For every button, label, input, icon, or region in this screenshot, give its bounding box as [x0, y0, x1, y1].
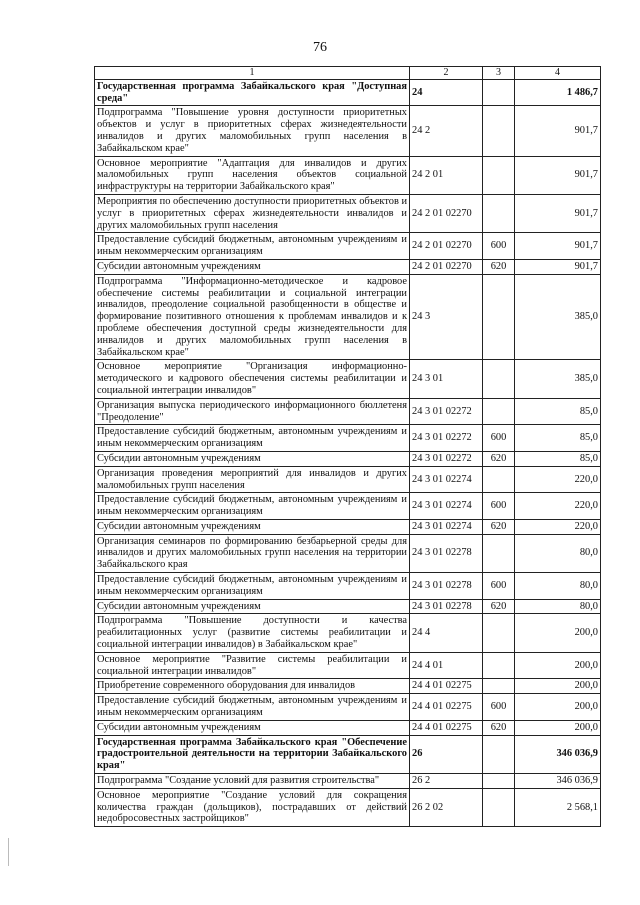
row-code: 24 3 01 02272: [410, 398, 483, 425]
row-name: Предоставление субсидий бюджетным, автономным учреждениям и иным некоммерческим организациям: [95, 493, 410, 520]
row-amount: 200,0: [515, 679, 601, 694]
row-amount: 220,0: [515, 493, 601, 520]
row-expense-type: [483, 735, 515, 773]
table-row: [95, 774, 601, 789]
row-code: 24: [410, 79, 483, 106]
table-row: [95, 534, 601, 572]
row-name: Организация семинаров по формированию безбарьерной среды для инвалидов и других маломобильных групп населения на территории Забайкальского края: [95, 534, 410, 572]
row-name: Субсидии автономным учреждениям: [95, 720, 410, 735]
row-name: Государственная программа Забайкальского края "Доступная среда": [95, 79, 410, 106]
row-amount: 901,7: [515, 156, 601, 194]
table-row: [95, 106, 601, 156]
row-code: 26: [410, 735, 483, 773]
table-row: [95, 735, 601, 773]
row-expense-type: [483, 398, 515, 425]
table-header-row: [95, 67, 601, 80]
row-expense-type: 600: [483, 493, 515, 520]
row-code: 24 3 01 02272: [410, 425, 483, 452]
table-row: [95, 614, 601, 652]
column-header-2: 2: [410, 67, 483, 80]
row-name: Мероприятия по обеспечению доступности приоритетных объектов и услуг в приоритетных сферах жизнедеятельности инвалидов и других маломобильных групп населения: [95, 194, 410, 232]
row-code: 24 4 01 02275: [410, 694, 483, 721]
row-code: 24 4 01 02275: [410, 679, 483, 694]
row-expense-type: [483, 534, 515, 572]
row-code: 24 4 01 02275: [410, 720, 483, 735]
column-header-4: 4: [515, 67, 601, 80]
row-code: 24 2 01 02270: [410, 233, 483, 260]
row-expense-type: 600: [483, 573, 515, 600]
row-expense-type: [483, 194, 515, 232]
row-expense-type: [483, 466, 515, 493]
row-code: 26 2: [410, 774, 483, 789]
table-row: [95, 274, 601, 360]
row-expense-type: 600: [483, 425, 515, 452]
row-name: Основное мероприятие "Адаптация для инвалидов и других маломобильных групп населения объектов социальной инфраструктуры на территории Забайкальского края": [95, 156, 410, 194]
row-name: Субсидии автономным учреждениям: [95, 451, 410, 466]
row-name: Приобретение современного оборудования для инвалидов: [95, 679, 410, 694]
row-name: Подпрограмма "Информационно-методическое и кадровое обеспечение системы реабилитации и социальной интеграции инвалидов, преодоление социальной разобщенности в обществе и формирование позитивного отношения к проблемам инвалидов и к проблеме обеспечения доступной среды жизнедеятельности для инвалидов и других маломобильных групп населения в Забайкальском крае": [95, 274, 410, 360]
row-amount: 385,0: [515, 360, 601, 398]
table-row: [95, 599, 601, 614]
row-name: Предоставление субсидий бюджетным, автономным учреждениям и иным некоммерческим организациям: [95, 233, 410, 260]
table-row: [95, 519, 601, 534]
row-code: 24 3 01 02278: [410, 573, 483, 600]
row-expense-type: [483, 652, 515, 679]
row-name: Государственная программа Забайкальского края "Обеспечение градостроительной деятельности на территории Забайкальского края": [95, 735, 410, 773]
row-code: 26 2 02: [410, 788, 483, 826]
table-row: [95, 79, 601, 106]
row-name: Субсидии автономным учреждениям: [95, 259, 410, 274]
row-amount: 200,0: [515, 652, 601, 679]
row-amount: 200,0: [515, 720, 601, 735]
row-name: Предоставление субсидий бюджетным, автономным учреждениям и иным некоммерческим организациям: [95, 694, 410, 721]
row-code: 24 3: [410, 274, 483, 360]
row-name: Основное мероприятие "Создание условий для сокращения количества граждан (дольщиков), пострадавших от действий недобросовестных застройщиков": [95, 788, 410, 826]
row-amount: 2 568,1: [515, 788, 601, 826]
table-row: [95, 360, 601, 398]
row-amount: 346 036,9: [515, 774, 601, 789]
page-number: 76: [313, 40, 327, 55]
row-name: Подпрограмма "Повышение доступности и качества реабилитационных услуг (развитие системы реабилитации и социальной интеграции инвалидов) в Забайкальском крае": [95, 614, 410, 652]
column-header-3: 3: [483, 67, 515, 80]
table-body: [95, 79, 601, 826]
row-expense-type: [483, 679, 515, 694]
row-amount: 200,0: [515, 614, 601, 652]
table-row: [95, 451, 601, 466]
row-code: 24 2: [410, 106, 483, 156]
row-code: 24 3 01 02278: [410, 534, 483, 572]
row-name: Организация проведения мероприятий для инвалидов и других маломобильных групп населения: [95, 466, 410, 493]
row-amount: 901,7: [515, 233, 601, 260]
row-amount: 220,0: [515, 519, 601, 534]
table-row: [95, 720, 601, 735]
table-row: [95, 694, 601, 721]
row-expense-type: 600: [483, 694, 515, 721]
row-expense-type: [483, 360, 515, 398]
row-code: 24 3 01 02274: [410, 493, 483, 520]
row-amount: 85,0: [515, 425, 601, 452]
table-row: [95, 156, 601, 194]
row-amount: 901,7: [515, 259, 601, 274]
row-amount: 385,0: [515, 274, 601, 360]
row-name: Субсидии автономным учреждениям: [95, 599, 410, 614]
row-code: 24 3 01 02274: [410, 519, 483, 534]
row-amount: 85,0: [515, 451, 601, 466]
row-amount: 200,0: [515, 694, 601, 721]
row-expense-type: [483, 788, 515, 826]
row-expense-type: 620: [483, 451, 515, 466]
row-amount: 1 486,7: [515, 79, 601, 106]
table-row: [95, 425, 601, 452]
row-expense-type: 620: [483, 720, 515, 735]
row-code: 24 3 01 02278: [410, 599, 483, 614]
row-code: 24 2 01 02270: [410, 194, 483, 232]
table-row: [95, 679, 601, 694]
row-expense-type: [483, 774, 515, 789]
row-name: Организация выпуска периодического информационного бюллетеня "Преодоление": [95, 398, 410, 425]
table-row: [95, 233, 601, 260]
table-row: [95, 259, 601, 274]
row-name: Основное мероприятие "Развитие системы реабилитации и социальной интеграции инвалидов": [95, 652, 410, 679]
row-expense-type: 620: [483, 519, 515, 534]
row-amount: 901,7: [515, 194, 601, 232]
row-amount: 80,0: [515, 573, 601, 600]
table-row: [95, 652, 601, 679]
row-code: 24 3 01 02272: [410, 451, 483, 466]
row-amount: 85,0: [515, 398, 601, 425]
column-header-1: 1: [95, 67, 410, 80]
row-name: Подпрограмма "Создание условий для развития строительства": [95, 774, 410, 789]
row-expense-type: 620: [483, 599, 515, 614]
table-row: [95, 788, 601, 826]
row-amount: 80,0: [515, 599, 601, 614]
row-amount: 220,0: [515, 466, 601, 493]
row-amount: 901,7: [515, 106, 601, 156]
row-amount: 346 036,9: [515, 735, 601, 773]
row-code: 24 3 01 02274: [410, 466, 483, 493]
row-name: Основное мероприятие "Организация информационно-методического и кадрового обеспечения системы реабилитации и социальной интеграции инвалидов": [95, 360, 410, 398]
table-row: [95, 466, 601, 493]
row-expense-type: [483, 79, 515, 106]
row-name: Предоставление субсидий бюджетным, автономным учреждениям и иным некоммерческим организациям: [95, 425, 410, 452]
table-row: [95, 194, 601, 232]
margin-mark: [8, 838, 9, 866]
row-code: 24 2 01: [410, 156, 483, 194]
row-name: Субсидии автономным учреждениям: [95, 519, 410, 534]
row-amount: 80,0: [515, 534, 601, 572]
row-expense-type: [483, 614, 515, 652]
row-name: Подпрограмма "Повышение уровня доступности приоритетных объектов и услуг в приоритетных сферах жизнедеятельности инвалидов и других маломобильных групп населения в Забайкальском крае": [95, 106, 410, 156]
row-code: 24 3 01: [410, 360, 483, 398]
row-expense-type: 620: [483, 259, 515, 274]
table-row: [95, 573, 601, 600]
row-code: 24 4: [410, 614, 483, 652]
table-row: [95, 493, 601, 520]
row-code: 24 2 01 02270: [410, 259, 483, 274]
row-expense-type: [483, 156, 515, 194]
row-expense-type: 600: [483, 233, 515, 260]
budget-table: [94, 66, 601, 827]
table-row: [95, 398, 601, 425]
row-expense-type: [483, 106, 515, 156]
row-name: Предоставление субсидий бюджетным, автономным учреждениям и иным некоммерческим организациям: [95, 573, 410, 600]
row-code: 24 4 01: [410, 652, 483, 679]
row-expense-type: [483, 274, 515, 360]
